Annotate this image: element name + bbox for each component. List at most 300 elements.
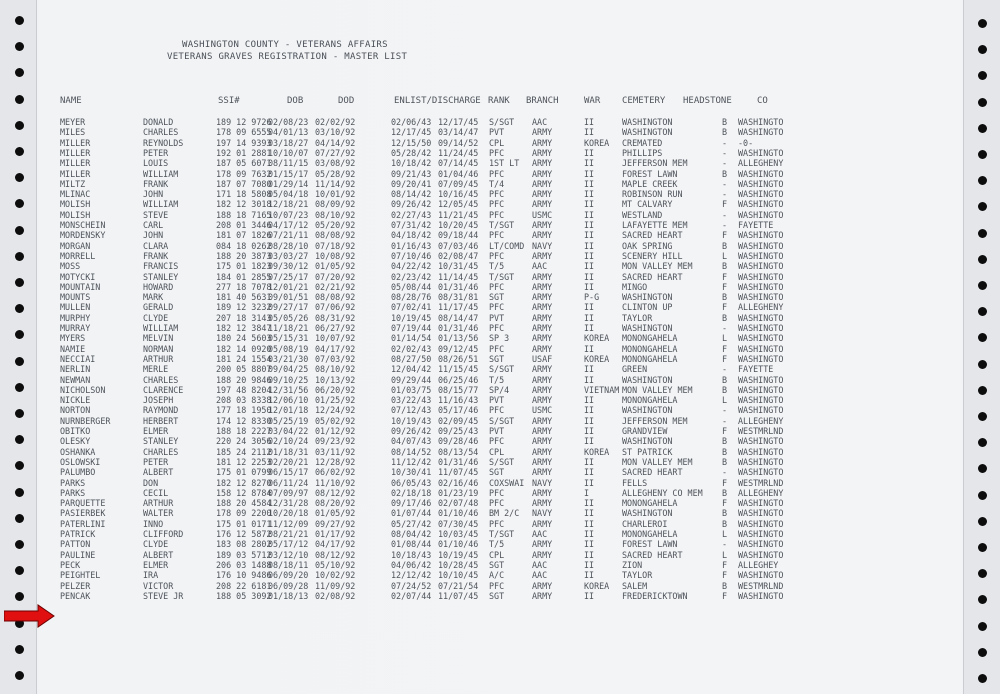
cell-ssn: 197 48 8204 <box>216 384 272 395</box>
cell-last: PENCAK <box>60 590 91 601</box>
cell-enl: 02/02/43 <box>391 343 432 354</box>
cell-co: WASHINGTO <box>738 312 784 323</box>
cell-co: ALLEGHENY <box>738 415 784 426</box>
cell-branch: ARMY <box>532 487 553 498</box>
cell-rank: PFC <box>489 250 505 261</box>
cell-war: II <box>584 395 595 406</box>
tractor-hole <box>15 671 24 680</box>
cell-first: JOSEPH <box>143 395 174 406</box>
cell-enl: 04/18/42 <box>391 230 432 241</box>
cell-war: II <box>584 147 595 158</box>
cell-first: STEVE <box>143 209 169 220</box>
cell-hs: - <box>722 467 728 478</box>
cell-cemetery: JEFFERSON MEM <box>622 415 688 426</box>
cell-co: ALLEGHENY <box>738 158 784 169</box>
cell-co: ALLEGHEY <box>738 559 779 570</box>
cell-dis: 01/04/46 <box>438 168 479 179</box>
cell-dod: 08/12/92 <box>315 549 356 560</box>
cell-dob: 10/20/18 <box>268 508 309 519</box>
cell-rank: PFC <box>489 518 505 529</box>
cell-last: PARQUETTE <box>60 498 106 509</box>
cell-enl: 10/19/43 <box>391 415 432 426</box>
cell-dod: 10/08/92 <box>315 250 356 261</box>
cell-dob: 03/04/22 <box>268 426 309 436</box>
cell-hs: L <box>722 529 728 539</box>
cell-first: ALBERT <box>143 549 174 560</box>
report-title-line-2: VETERANS GRAVES REGISTRATION - MASTER LIST <box>167 52 408 62</box>
cell-branch: ARMY <box>532 302 553 313</box>
cell-last: MILTZ <box>60 178 86 189</box>
cell-first: FRANK <box>143 250 169 261</box>
cell-ssn: 171 18 5808 <box>216 189 272 200</box>
cell-dob: 05/08/19 <box>268 343 309 354</box>
cell-rank: S/SGT <box>489 415 515 426</box>
cell-enl: 04/06/42 <box>391 559 432 570</box>
cell-dod: 01/05/92 <box>315 261 356 272</box>
cell-dod: 01/12/92 <box>315 426 356 436</box>
header-dob: DOB <box>287 96 304 106</box>
cell-dob: 09/27/17 <box>268 302 309 313</box>
cell-hs: B <box>722 168 728 179</box>
cell-cemetery: MONONGAHELA <box>622 529 678 539</box>
cell-dis: 11/21/45 <box>438 209 479 220</box>
cell-hs: B <box>722 456 728 467</box>
cell-dod: 01/17/92 <box>315 529 356 539</box>
cell-cemetery: MONONGAHELA <box>622 333 678 344</box>
cell-hs: F <box>722 498 728 509</box>
cell-dob: 06/11/24 <box>268 477 309 488</box>
cell-enl: 08/04/42 <box>391 529 432 539</box>
cell-co: WASHINGTO <box>738 570 784 581</box>
cell-branch: ARMY <box>532 374 553 385</box>
cell-branch: ARMY <box>532 158 553 169</box>
cell-ssn: 197 14 9393 <box>216 137 272 148</box>
cell-co: WASHINGTO <box>738 117 784 127</box>
cell-cemetery: ST PATRICK <box>622 446 673 457</box>
cell-rank: T/SGT <box>489 271 515 282</box>
cell-last: OBITKO <box>60 426 91 436</box>
cell-dob: 09/01/51 <box>268 292 309 303</box>
cell-war: II <box>584 508 595 519</box>
cell-cemetery: OAK SPRING <box>622 240 673 251</box>
cell-enl: 08/28/76 <box>391 292 432 303</box>
cell-ssn: 207 18 3143 <box>216 312 272 323</box>
cell-rank: S/SGT <box>489 117 515 127</box>
cell-enl: 12/17/45 <box>391 127 432 138</box>
cell-branch: ARMY <box>532 384 553 395</box>
cell-branch: NAVY <box>532 240 553 251</box>
cell-dod: 08/10/92 <box>315 209 356 220</box>
cell-war: II <box>584 415 595 426</box>
cell-enl: 10/30/41 <box>391 467 432 478</box>
cell-dod: 06/20/92 <box>315 384 356 395</box>
cell-dob: 09/04/25 <box>268 364 309 375</box>
cell-war: KOREA <box>584 580 610 591</box>
cell-co: WASHINGTO <box>738 147 784 158</box>
cell-war: II <box>584 518 595 529</box>
cell-first: PETER <box>143 147 169 158</box>
cell-last: MURRAY <box>60 323 91 333</box>
cell-hs: - <box>722 209 728 220</box>
cell-dis: 01/31/46 <box>438 281 479 292</box>
cell-branch: AAC <box>532 261 548 272</box>
cell-branch: ARMY <box>532 312 553 323</box>
cell-first: NORMAN <box>143 343 174 354</box>
cell-dod: 08/08/92 <box>315 292 356 303</box>
cell-last: MEYER <box>60 117 86 127</box>
cell-dis: 11/15/45 <box>438 364 479 375</box>
cell-cemetery: JEFFERSON MEM <box>622 158 688 169</box>
cell-dob: 04/17/12 <box>268 220 309 230</box>
cell-branch: ARMY <box>532 426 553 436</box>
cell-co: WASHINGTO <box>738 446 784 457</box>
cell-enl: 01/16/43 <box>391 240 432 251</box>
cell-cemetery: CLINTON UP <box>622 302 673 313</box>
cell-dis: 11/07/45 <box>438 590 479 601</box>
cell-co: WASHINGTO <box>738 333 784 344</box>
cell-dis: 10/20/45 <box>438 220 479 230</box>
cell-hs: - <box>722 220 728 230</box>
cell-hs: F <box>722 477 728 488</box>
cell-dis: 09/12/45 <box>438 343 479 354</box>
cell-co: WASHINGTO <box>738 508 784 519</box>
cell-ssn: 177 18 1950 <box>216 405 272 416</box>
cell-first: DONALD <box>143 117 174 127</box>
cell-ssn: 192 01 2881 <box>216 147 272 158</box>
tractor-hole <box>15 16 24 25</box>
cell-rank: PFC <box>489 230 505 241</box>
cell-hs: B <box>722 446 728 457</box>
cell-first: WILLIAM <box>143 168 179 179</box>
cell-war: II <box>584 168 595 179</box>
cell-ssn: 176 10 9486 <box>216 570 272 581</box>
cell-co: WASHINGTO <box>738 498 784 509</box>
cell-dis: 02/16/46 <box>438 477 479 488</box>
cell-cemetery: WASHINGTON <box>622 323 673 333</box>
cell-ssn: 189 12 3232 <box>216 302 272 313</box>
cell-dis: 08/13/54 <box>438 446 479 457</box>
cell-war: II <box>584 250 595 261</box>
cell-cemetery: MAPLE CREEK <box>622 178 678 189</box>
cell-co: WASHINGTO <box>738 549 784 560</box>
cell-cemetery: SACRED HEART <box>622 230 683 241</box>
cell-first: HERBERT <box>143 415 179 426</box>
cell-first: CARL <box>143 220 164 230</box>
cell-cemetery: CREMATED <box>622 137 663 148</box>
cell-dod: 07/20/92 <box>315 271 356 282</box>
cell-first: FRANK <box>143 178 169 189</box>
cell-branch: ARMY <box>532 395 553 406</box>
cell-dob: 04/01/13 <box>268 127 309 138</box>
cell-enl: 10/18/43 <box>391 549 432 560</box>
header-branch: BRANCH <box>526 96 559 106</box>
cell-rank: BM 2/C <box>489 508 520 519</box>
cell-war: KOREA <box>584 333 610 344</box>
cell-dis: 01/13/56 <box>438 333 479 344</box>
cell-last: NORTON <box>60 405 91 416</box>
cell-co: WASHINGTO <box>738 539 784 550</box>
cell-co: WASHINGTO <box>738 384 784 395</box>
cell-branch: NAVY <box>532 477 553 488</box>
cell-cemetery: FELLS <box>622 477 648 488</box>
cell-hs: B <box>722 312 728 323</box>
cell-branch: ARMY <box>532 456 553 467</box>
cell-first: WILLIAM <box>143 323 179 333</box>
cell-rank: PFC <box>489 302 505 313</box>
cell-cemetery: SACRED HEART <box>622 271 683 282</box>
cell-ssn: 175 01 0799 <box>216 467 272 478</box>
cell-dis: 12/05/45 <box>438 199 479 210</box>
cell-dod: 05/10/92 <box>315 559 356 570</box>
cell-first: WALTER <box>143 508 174 519</box>
cell-ssn: 188 05 3092 <box>216 590 272 601</box>
cell-co: WASHINGTO <box>738 467 784 478</box>
cell-dob: 12/06/10 <box>268 395 309 406</box>
cell-rank: T/5 <box>489 539 505 550</box>
cell-branch: ARMY <box>532 580 553 591</box>
cell-branch: ARMY <box>532 281 553 292</box>
cell-dob: 05/17/12 <box>268 539 309 550</box>
cell-cemetery: SCENERY HILL <box>622 250 683 261</box>
cell-co: WASHINGTO <box>738 374 784 385</box>
cell-co: WASHINGTO <box>738 281 784 292</box>
cell-hs: - <box>722 364 728 375</box>
cell-first: REYNOLDS <box>143 137 184 148</box>
cell-rank: T/4 <box>489 178 505 189</box>
cell-dis: 07/14/45 <box>438 158 479 169</box>
cell-dod: 11/10/92 <box>315 477 356 488</box>
cell-dod: 01/25/92 <box>315 395 356 406</box>
cell-enl: 07/02/41 <box>391 302 432 313</box>
cell-first: ARTHUR <box>143 498 174 509</box>
cell-war: II <box>584 189 595 200</box>
cell-dis: 09/28/46 <box>438 436 479 447</box>
cell-dis: 02/09/45 <box>438 415 479 426</box>
cell-dis: 01/23/19 <box>438 487 479 498</box>
cell-first: JOHN <box>143 189 164 200</box>
cell-war: VIETNAM <box>584 384 620 395</box>
tractor-hole <box>978 674 987 683</box>
cell-first: MARK <box>143 292 164 303</box>
cell-enl: 05/27/42 <box>391 518 432 529</box>
cell-co: WASHINGTO <box>738 199 784 210</box>
cell-dis: 08/15/77 <box>438 384 479 395</box>
cell-cemetery: MONONGAHELA <box>622 343 678 354</box>
cell-dod: 07/27/92 <box>315 147 356 158</box>
cell-ssn: 189 03 5712 <box>216 549 272 560</box>
cell-rank: PVT <box>489 395 505 406</box>
cell-war: II <box>584 559 595 570</box>
header-ssi: SSI# <box>218 96 240 106</box>
cell-dod: 09/23/92 <box>315 436 356 447</box>
cell-dod: 10/13/92 <box>315 374 356 385</box>
cell-dob: 07/09/97 <box>268 487 309 498</box>
cell-dob: 07/25/17 <box>268 271 309 282</box>
cell-rank: PFC <box>489 147 505 158</box>
cell-dob: 03/03/27 <box>268 250 309 261</box>
cell-ssn: 200 05 8807 <box>216 364 272 375</box>
cell-dod: 02/21/92 <box>315 281 356 292</box>
cell-rank: SGT <box>489 590 505 601</box>
cell-dob: 06/09/20 <box>268 570 309 581</box>
cell-enl: 09/17/46 <box>391 498 432 509</box>
cell-rank: T/5 <box>489 261 505 272</box>
cell-enl: 12/12/42 <box>391 570 432 581</box>
cell-enl: 05/08/44 <box>391 281 432 292</box>
cell-war: KOREA <box>584 353 610 364</box>
cell-rank: PFC <box>489 199 505 210</box>
cell-rank: PFC <box>489 323 505 333</box>
cell-cemetery: WESTLAND <box>622 209 663 220</box>
cell-hs: L <box>722 395 728 406</box>
cell-ssn: 174 12 8330 <box>216 415 272 426</box>
header-war: WAR <box>584 96 601 106</box>
cell-rank: SGT <box>489 467 505 478</box>
cell-enl: 01/07/44 <box>391 508 432 519</box>
cell-war: II <box>584 312 595 323</box>
cell-dod: 04/14/92 <box>315 137 356 148</box>
cell-hs: - <box>722 147 728 158</box>
cell-ssn: 181 07 1826 <box>216 230 272 241</box>
header-headstone: HEADSTONE <box>683 96 732 106</box>
cell-dod: 07/03/92 <box>315 353 356 364</box>
tractor-hole <box>978 19 987 28</box>
cell-enl: 09/26/42 <box>391 199 432 210</box>
cell-rank: CPL <box>489 446 505 457</box>
cell-dob: 08/28/10 <box>268 240 309 251</box>
cell-dob: 09/10/25 <box>268 374 309 385</box>
cell-dob: 11/18/21 <box>268 323 309 333</box>
cell-cemetery: MON VALLEY MEM <box>622 384 693 395</box>
cell-last: NURNBERGER <box>60 415 111 426</box>
cell-rank: PVT <box>489 426 505 436</box>
cell-enl: 02/23/42 <box>391 271 432 282</box>
cell-dob: 12/31/28 <box>268 498 309 509</box>
cell-first: WILLIAM <box>143 199 179 210</box>
cell-last: PECK <box>60 559 81 570</box>
cell-last: PATTON <box>60 539 91 550</box>
cell-war: II <box>584 178 595 189</box>
cell-hs: - <box>722 323 728 333</box>
cell-dob: 03/21/30 <box>268 353 309 364</box>
cell-last: NICKLE <box>60 395 91 406</box>
cell-dob: 08/11/15 <box>268 158 309 169</box>
cell-dis: 10/19/45 <box>438 549 479 560</box>
cell-rank: PFC <box>489 209 505 220</box>
cell-ssn: 178 09 2200 <box>216 508 272 519</box>
cell-hs: L <box>722 333 728 344</box>
cell-first: VICTOR <box>143 580 174 591</box>
cell-dob: 02/10/24 <box>268 436 309 447</box>
cell-rank: T/5 <box>489 374 505 385</box>
cell-dob: 10/10/07 <box>268 147 309 158</box>
cell-dod: 08/08/92 <box>315 230 356 241</box>
cell-war: II <box>584 456 595 467</box>
cell-co: ALLEGHENY <box>738 487 784 498</box>
cell-ssn: 181 40 5631 <box>216 292 272 303</box>
cell-co: WASHINGTO <box>738 178 784 189</box>
cell-hs: B <box>722 374 728 385</box>
cell-dis: 02/08/47 <box>438 250 479 261</box>
cell-war: II <box>584 364 595 375</box>
cell-dod: 08/09/92 <box>315 199 356 210</box>
cell-first: CHARLES <box>143 127 179 138</box>
cell-rank: PFC <box>489 405 505 416</box>
cell-hs: L <box>722 549 728 560</box>
cell-cemetery: FOREST LAWN <box>622 539 678 550</box>
cell-branch: ARMY <box>532 168 553 179</box>
cell-war: KOREA <box>584 446 610 457</box>
cell-branch: ARMY <box>532 343 553 354</box>
cell-dob: 06/15/17 <box>268 467 309 478</box>
cell-dod: 06/27/92 <box>315 323 356 333</box>
cell-enl: 09/29/44 <box>391 374 432 385</box>
cell-rank: T/SGT <box>489 529 515 539</box>
tractor-hole <box>978 648 987 657</box>
cell-dod: 02/02/92 <box>315 117 356 127</box>
cell-war: II <box>584 570 595 581</box>
cell-co: WASHINGTO <box>738 395 784 406</box>
header-name: NAME <box>60 96 82 106</box>
cell-dob: 05/25/19 <box>268 415 309 426</box>
cell-first: GERALD <box>143 302 174 313</box>
cell-dis: 07/03/46 <box>438 240 479 251</box>
cell-dob: 05/15/31 <box>268 333 309 344</box>
cell-last: OSLOWSKI <box>60 456 101 467</box>
cell-dis: 10/28/45 <box>438 559 479 570</box>
cell-branch: ARMY <box>532 518 553 529</box>
header-co: CO <box>757 96 768 106</box>
cell-branch: NAVY <box>532 508 553 519</box>
cell-co: WASHINGTO <box>738 436 784 447</box>
cell-co: WASHINGTO <box>738 209 784 220</box>
cell-branch: ARMY <box>532 333 553 344</box>
cell-hs: - <box>722 178 728 189</box>
cell-branch: ARMY <box>532 498 553 509</box>
cell-ssn: 188 18 7165 <box>216 209 272 220</box>
cell-last: PASIERBEK <box>60 508 106 519</box>
cell-war: II <box>584 477 595 488</box>
cell-cemetery: ZION <box>622 559 643 570</box>
header-rank: RANK <box>488 96 510 106</box>
cell-dod: 04/17/92 <box>315 343 356 354</box>
cell-last: NERLIN <box>60 364 91 375</box>
cell-ssn: 188 20 9846 <box>216 374 272 385</box>
cell-enl: 09/20/41 <box>391 178 432 189</box>
cell-war: II <box>584 343 595 354</box>
cell-war: II <box>584 436 595 447</box>
red-arrow-icon <box>4 604 56 628</box>
cell-dis: 03/14/47 <box>438 127 479 138</box>
cell-war: II <box>584 529 595 539</box>
cell-rank: PVT <box>489 127 505 138</box>
cell-dob: 12/01/21 <box>268 281 309 292</box>
cell-enl: 07/19/44 <box>391 323 432 333</box>
cell-hs: - <box>722 415 728 426</box>
cell-branch: ARMY <box>532 292 553 303</box>
cell-ssn: 178 09 6555 <box>216 127 272 138</box>
cell-rank: SP/4 <box>489 384 510 395</box>
cell-dod: 08/31/92 <box>315 312 356 323</box>
cell-last: MOLISH <box>60 199 91 210</box>
cell-cemetery: MON VALLEY MEM <box>622 261 693 272</box>
cell-dod: 12/28/92 <box>315 456 356 467</box>
cell-dob: 01/15/17 <box>268 168 309 179</box>
cell-enl: 03/22/43 <box>391 395 432 406</box>
cell-cemetery: WASHINGTON <box>622 117 673 127</box>
cell-hs: B <box>722 261 728 272</box>
cell-co: FAYETTE <box>738 364 774 375</box>
